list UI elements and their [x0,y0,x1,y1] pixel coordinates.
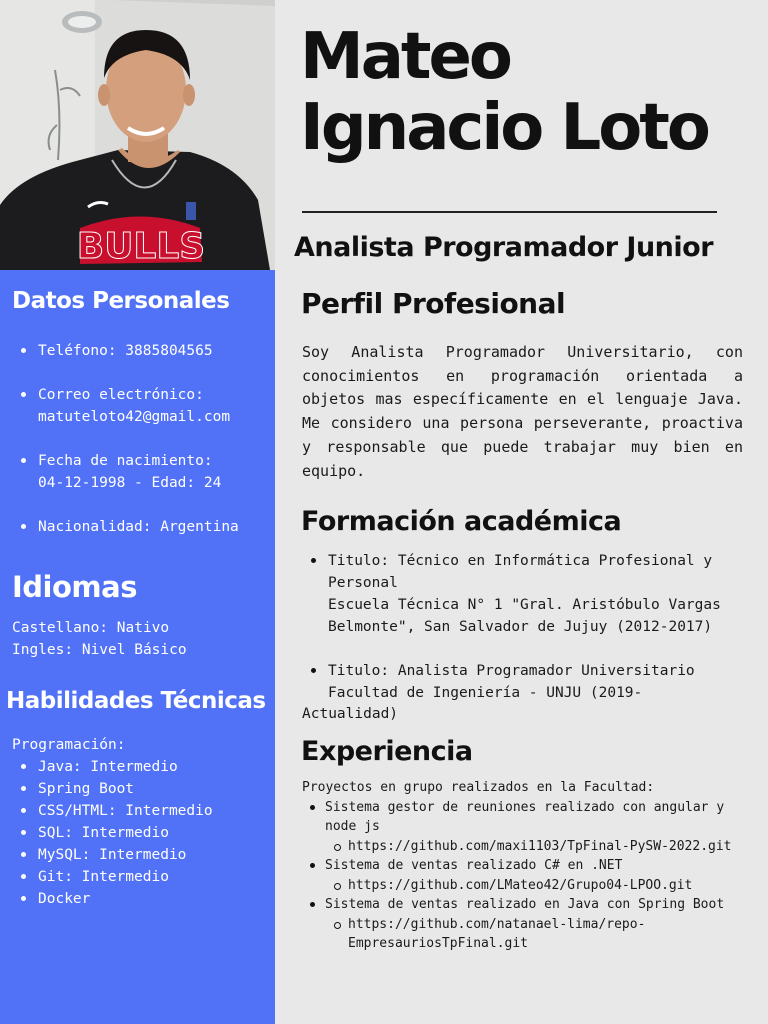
project-list [302,798,742,954]
email-value: matuteloto42@gmail.com [38,409,231,425]
education-detail-continued: Actualidad) [302,706,399,722]
language-item: Ingles: Nivel Básico [12,642,187,658]
project-link[interactable]: https://github.com/LMateo42/Grupo04-LPOO.git [325,876,742,896]
skills-intro: Programación: [12,737,126,753]
skill-item: Java: Intermedio [12,756,274,778]
name-divider [302,211,717,213]
skill-item: Git: Intermedio [12,866,274,888]
languages-list [12,617,187,661]
profile-photo [0,0,275,270]
profile-summary: Soy Analista Programador Universitario, con conocimientos en programación orientada a objetos mas específicamente en el lenguaje Java. Me considero una persona perseverante, proactiva y responsable que puede trabajar muy bien en equipo. [302,343,743,480]
project-link[interactable]: https://github.com/maxi1103/TpFinal-PySW-2022.git [325,837,742,857]
sidebar [0,0,275,1024]
personal-data-list [12,340,274,538]
list-item: Correo electrónico: matuteloto42@gmail.com [12,384,274,428]
languages-heading: Idiomas [12,570,137,604]
personal-data-heading: Datos Personales [12,288,230,314]
job-title: Analista Programador Junior [294,232,714,263]
skills-heading: Habilidades Técnicas [6,688,266,714]
education-item: Titulo: Analista Programador Universitario Facultad de Ingeniería - UNJU (2019- [302,660,742,704]
skills-list [12,756,274,910]
skill-item: MySQL: Intermedio [12,844,274,866]
list-item: Fecha de nacimiento: 04-12-1998 - Edad: 24 [12,450,274,494]
skill-item: Docker [12,888,274,910]
profile-heading: Perfil Profesional [301,287,566,320]
list-item: Teléfono: 3885804565 [12,340,274,362]
education-heading: Formación académica [301,506,622,537]
experience-heading: Experiencia [301,736,473,767]
education-list [302,550,742,704]
shirt-lettering: BULLS [76,226,206,267]
language-item: Castellano: Nativo [12,620,170,636]
skill-item: SQL: Intermedio [12,822,274,844]
list-item: Nacionalidad: Argentina [12,516,274,538]
project-item: Sistema gestor de reuniones realizado con angular y node js https://github.com/maxi1103/TpFinal-PySW-2022.git [302,798,742,857]
skill-item: CSS/HTML: Intermedio [12,800,274,822]
project-item: Sistema de ventas realizado en Java con Spring Boot https://github.com/natanael-lima/repo-EmpresauriosTpFinal.git [302,895,742,954]
full-name: Mateo Ignacio Loto [300,20,708,165]
project-link[interactable]: https://github.com/natanael-lima/repo-EmpresauriosTpFinal.git [325,915,742,954]
skill-item: Spring Boot [12,778,274,800]
experience-section [302,778,742,954]
experience-intro: Proyectos en grupo realizados en la Facultad: [302,780,655,795]
project-item: Sistema de ventas realizado C# en .NET https://github.com/LMateo42/Grupo04-LPOO.git [302,856,742,895]
education-item: Titulo: Técnico en Informática Profesional y Personal Escuela Técnica N° 1 "Gral. Aristóbulo Vargas Belmonte", San Salvador de Jujuy (2012-2017) [302,550,742,638]
